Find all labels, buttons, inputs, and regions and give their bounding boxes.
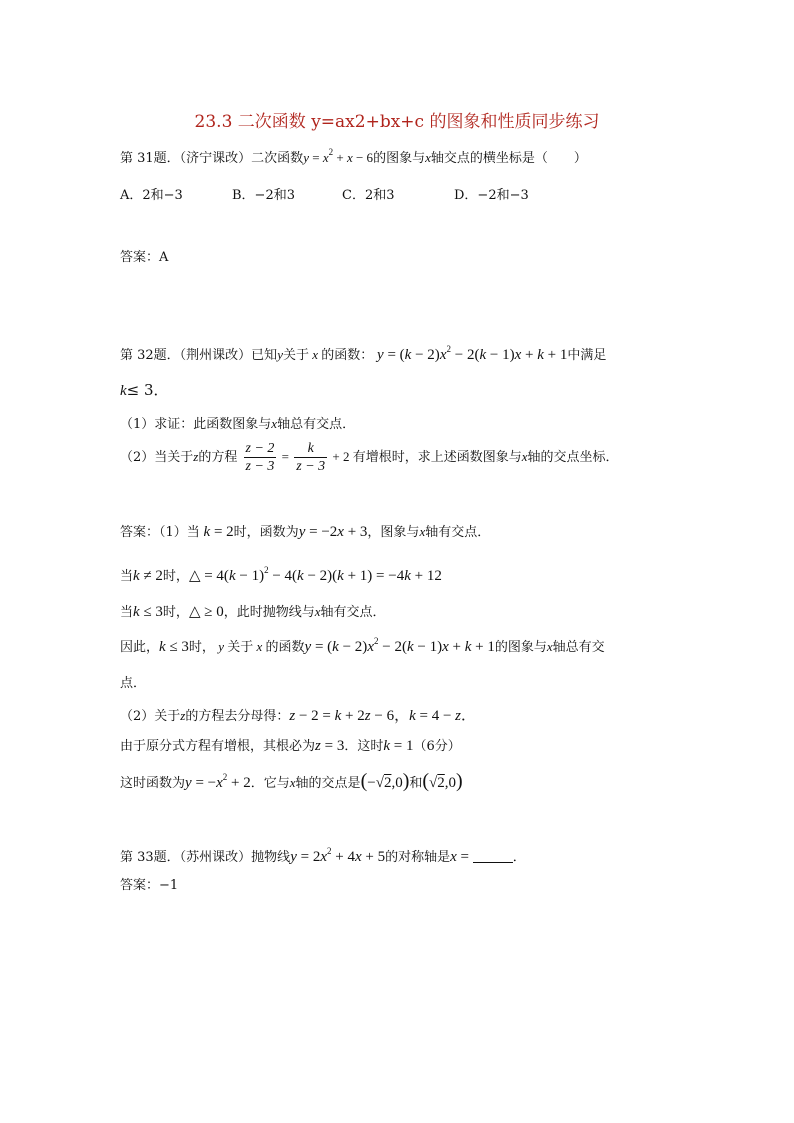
answer-32-line5: 点． bbox=[120, 676, 147, 691]
option-c: C．2和3 bbox=[342, 188, 395, 203]
answer-32-line4: 因此，k ≤ 3时， y 关于 x 的函数$y = (k - 2)x^2 - 2(k - 1)x + k + 1$的图象与x轴总有交 bbox=[120, 636, 605, 655]
answer-32-line6: （2）关于z的方程去分母得：z − 2 = k + 2z − 6，k = 4 − z． bbox=[120, 708, 477, 724]
question-32-part1: （1）求证：此函数图象与x轴总有交点． bbox=[120, 416, 356, 432]
option-a: A．2和−3 bbox=[120, 188, 183, 203]
question-32: 第 32题．（荆州课改）已知y关于 x 的函数： $y = (k - 2)x^2 - 2(k - 1)x + k + 1$中满足 bbox=[120, 344, 607, 363]
answer-31: 答案：A bbox=[120, 250, 169, 265]
question-32-part2: （2）当关于z的方程 $\frac{z - 2}{z - 3}$ = $\frac{k}{z - 3}$ + 2 有增根时，求上述函数图象与x轴的交点坐标． bbox=[120, 441, 619, 474]
fraction: $\frac{z - 2}{z - 3}$ bbox=[245, 441, 275, 474]
answer-33: 答案：−1 bbox=[120, 878, 179, 893]
answer-32-line3: 当k ≤ 3时，△ ≥ 0，此时抛物线与x轴有交点． bbox=[120, 604, 386, 620]
question-31: 第 31题．（济宁课改）二次函数$y = x^2 + x - 6$的图象与x轴交点的横坐标是（ ） bbox=[120, 147, 587, 166]
option-b: B．−2和3 bbox=[232, 188, 295, 203]
answer-32-line7: 由于原分式方程有增根，其根必为z = 3．这时k = 1（6分） bbox=[120, 738, 461, 754]
answer-blank[interactable] bbox=[473, 850, 513, 863]
answer-32-line8: 这时函数为$y = -x^2 + 2$．它与x轴的交点是(−√2,0)和(√2,0) bbox=[120, 770, 463, 792]
question-31-options bbox=[120, 186, 529, 206]
question-32-condition: k≤ 3． bbox=[120, 381, 169, 399]
question-33: 第 33题．（苏州课改）抛物线$y = 2x^2 + 4x + 5$的对称轴是x = ． bbox=[120, 846, 526, 865]
fraction: $\frac{k}{z - 3}$ bbox=[296, 441, 326, 474]
option-d: D．−2和−3 bbox=[454, 188, 529, 203]
page-title: 23.3 二次函数 y=ax2+bx+c 的图象和性质同步练习 bbox=[194, 112, 600, 132]
answer-32-line1: 答案：（1）当 k = 2时，函数为y = −2x + 3，图象与x轴有交点． bbox=[120, 524, 491, 540]
answer-32-line2: 当k ≠ 2时，△ = $4(k - 1)^2 - 4(k - 2)(k + 1) = -4k + 12$ bbox=[120, 565, 442, 584]
